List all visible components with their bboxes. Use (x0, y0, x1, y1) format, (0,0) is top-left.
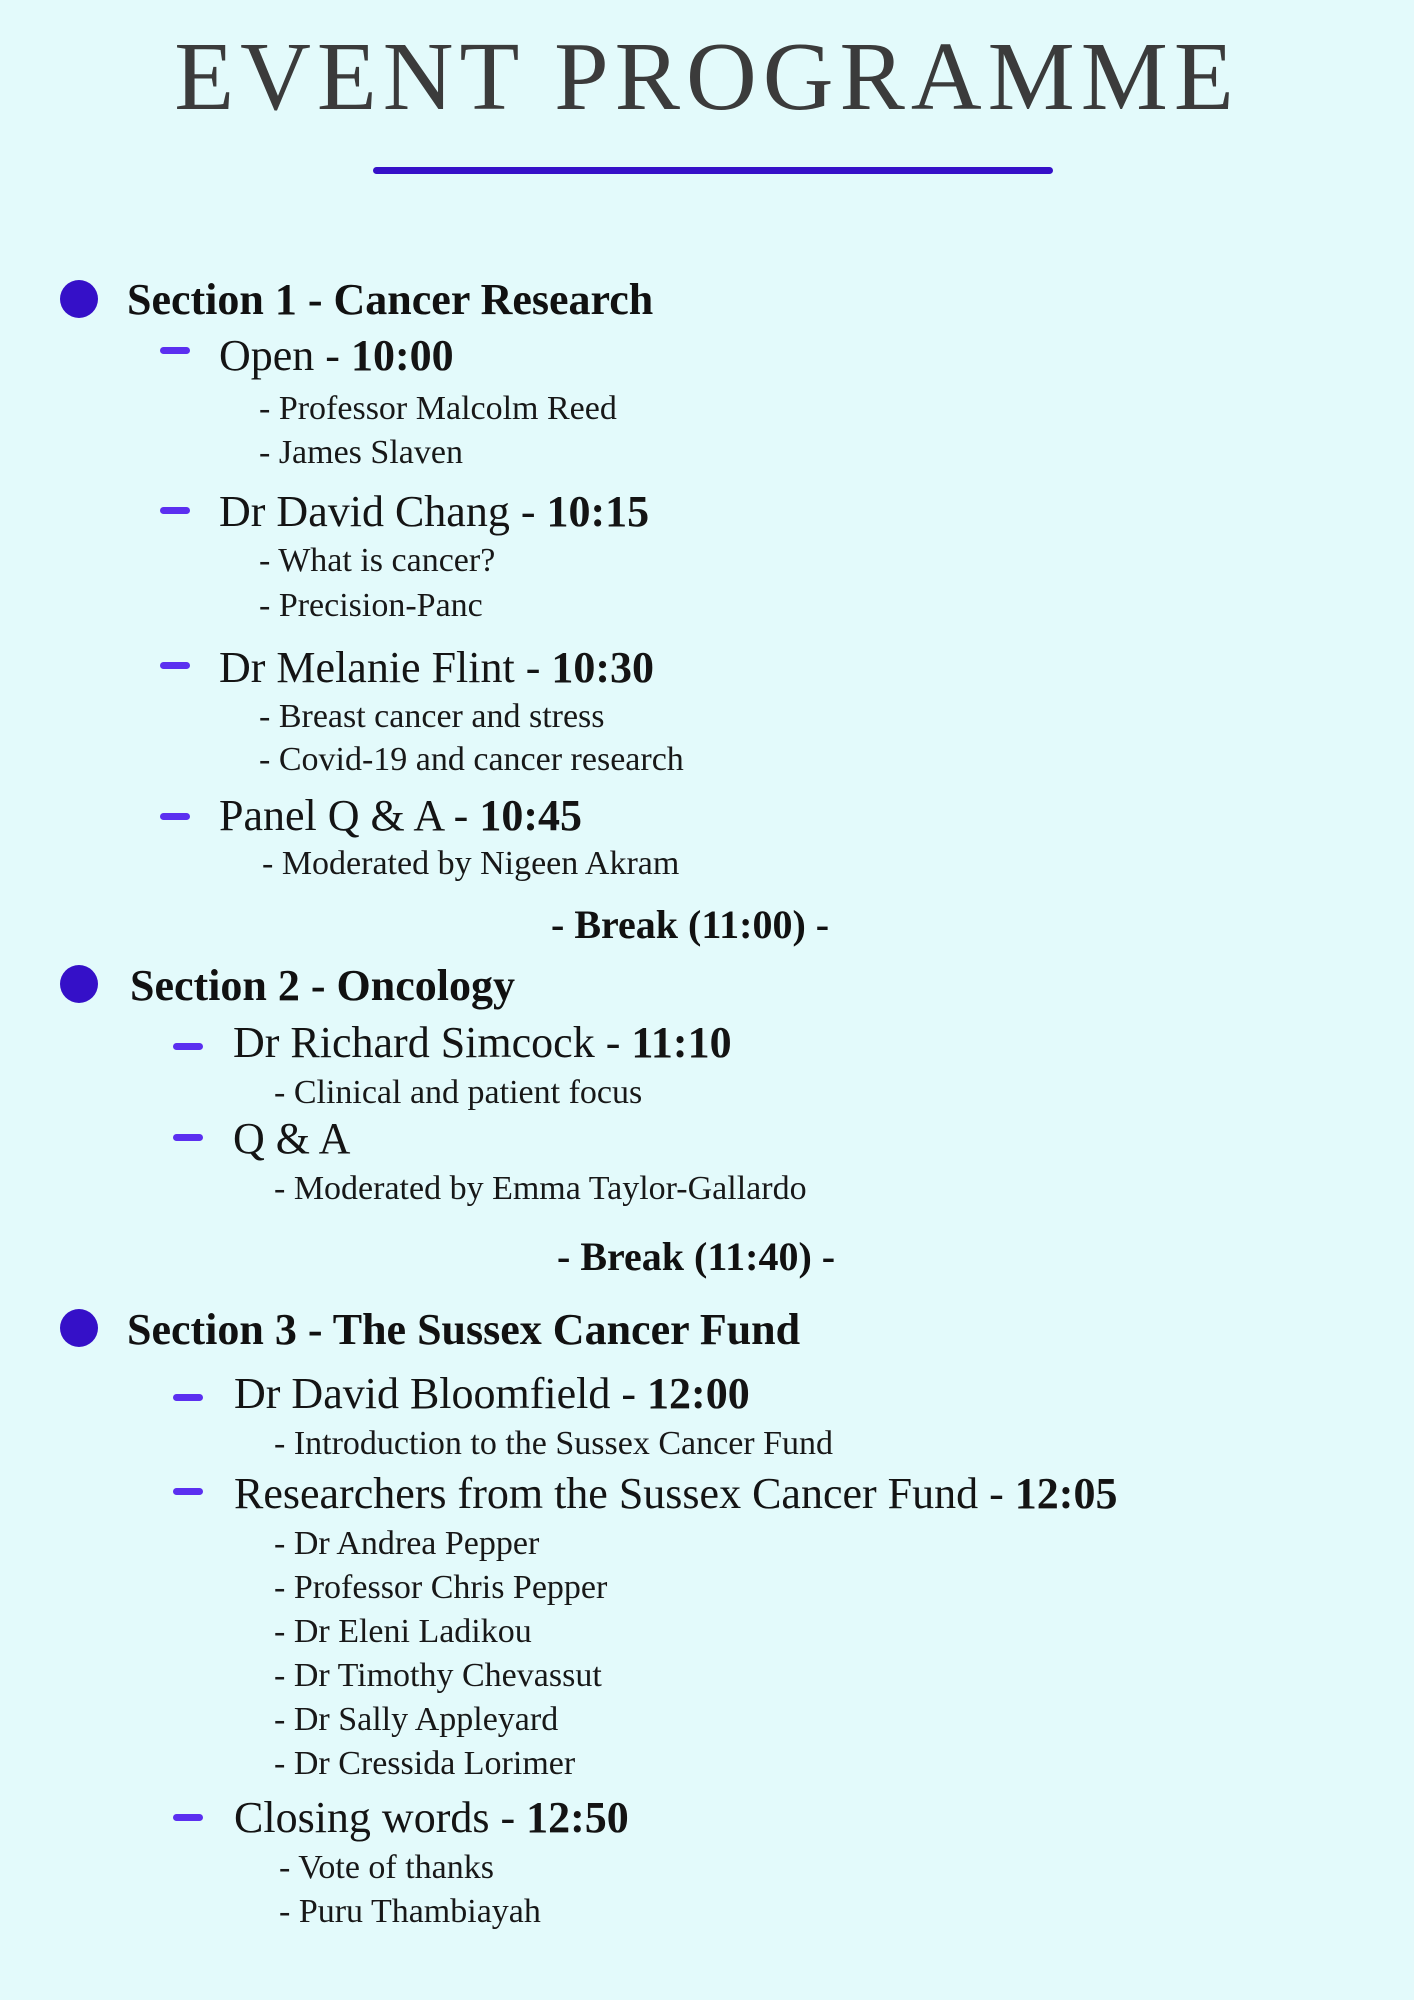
item-label: Panel Q & A - (219, 791, 480, 840)
programme-item-closing (234, 1793, 629, 1842)
break-1: - Break (11:00) - (551, 902, 830, 947)
item-label: Q & A (233, 1114, 351, 1163)
programme-item-researchers (234, 1469, 1118, 1518)
item-detail: - Breast cancer and stress (259, 698, 605, 735)
item-detail: - Moderated by Emma Taylor-Gallardo (274, 1170, 807, 1207)
section-3-bullet-icon (60, 1309, 98, 1347)
item-label: Dr Melanie Flint - (219, 643, 552, 692)
item-dash-icon (173, 1134, 203, 1141)
section-1-title: Section 1 - Cancer Research (127, 275, 654, 324)
section-2-bullet-icon (60, 965, 98, 1003)
programme-item-open (219, 331, 454, 380)
item-detail: - What is cancer? (259, 542, 496, 579)
programme-item-panel (219, 791, 582, 840)
item-detail: - Vote of thanks (279, 1849, 495, 1886)
item-label: Dr David Chang - (219, 487, 547, 536)
item-time: 12:50 (526, 1793, 629, 1842)
item-dash-icon (160, 813, 190, 820)
item-dash-icon (173, 1814, 203, 1821)
programme-item-flint (219, 643, 655, 692)
item-time: 12:05 (1014, 1469, 1118, 1518)
section-2-title: Section 2 - Oncology (130, 961, 515, 1010)
item-detail: - Covid-19 and cancer research (259, 741, 684, 778)
item-dash-icon (160, 507, 190, 514)
item-time: 11:10 (631, 1018, 732, 1067)
item-detail: - James Slaven (259, 434, 463, 471)
programme-item-simcock (233, 1018, 732, 1067)
item-detail: - Dr Timothy Chevassut (274, 1657, 602, 1694)
programme-item-chang (219, 487, 650, 536)
item-detail: - Professor Chris Pepper (274, 1569, 608, 1606)
item-detail: - Precision-Panc (259, 587, 483, 624)
page-title: EVENT PROGRAMME (174, 23, 1240, 131)
programme-item-bloomfield (234, 1369, 750, 1418)
item-detail: - Dr Sally Appleyard (274, 1701, 559, 1738)
item-detail: - Dr Andrea Pepper (274, 1525, 540, 1562)
item-dash-icon (173, 1394, 203, 1401)
item-time: 10:30 (551, 643, 655, 692)
item-time: 12:00 (647, 1369, 750, 1418)
item-detail: - Dr Cressida Lorimer (274, 1745, 576, 1782)
item-detail: - Professor Malcolm Reed (259, 390, 617, 427)
item-detail: - Puru Thambiayah (279, 1893, 541, 1930)
item-label: Closing words - (234, 1793, 527, 1842)
item-label: Dr Richard Simcock - (233, 1018, 632, 1067)
item-label: Researchers from the Sussex Cancer Fund - (234, 1469, 1015, 1518)
item-time: 10:15 (546, 487, 650, 536)
programme-item-qa (233, 1114, 351, 1163)
item-detail: - Moderated by Nigeen Akram (262, 845, 680, 882)
item-detail: - Introduction to the Sussex Cancer Fund (274, 1425, 834, 1462)
item-dash-icon (173, 1043, 203, 1050)
item-time: 10:00 (350, 331, 454, 380)
break-2: - Break (11:40) - (557, 1234, 836, 1279)
title-underline (373, 167, 1053, 174)
item-dash-icon (160, 347, 190, 354)
item-dash-icon (173, 1488, 203, 1495)
section-3-title: Section 3 - The Sussex Cancer Fund (127, 1305, 801, 1354)
item-time: 10:45 (479, 791, 582, 840)
item-label: Open - (219, 331, 351, 380)
item-label: Dr David Bloomfield - (234, 1369, 648, 1418)
item-detail: - Clinical and patient focus (274, 1074, 643, 1111)
item-detail: - Dr Eleni Ladikou (274, 1613, 532, 1650)
item-dash-icon (160, 662, 190, 669)
section-1-bullet-icon (60, 280, 98, 318)
